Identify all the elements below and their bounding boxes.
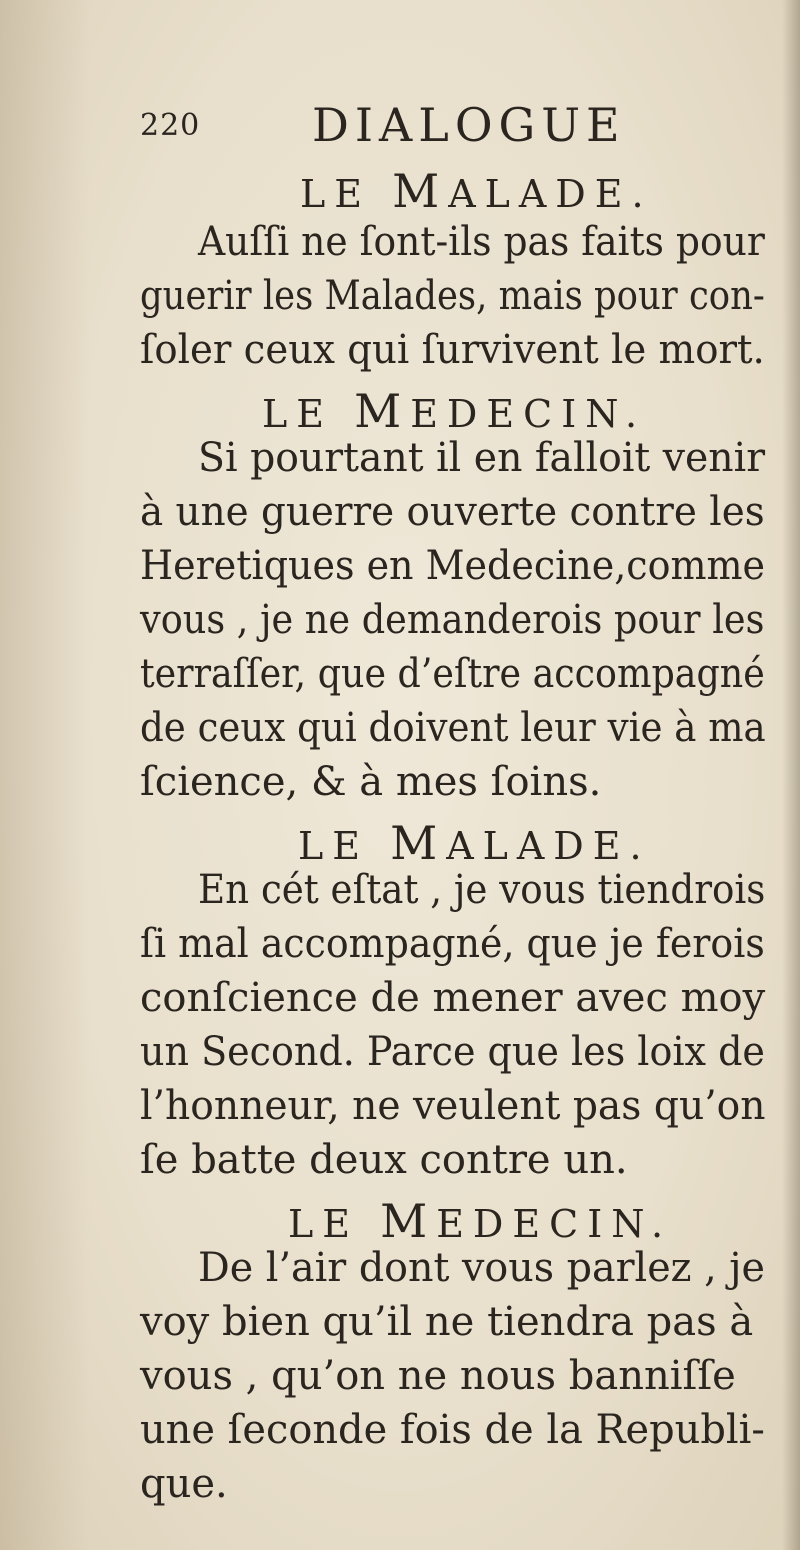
page-shadow-left [0, 0, 90, 1550]
text-line: En cét eſtat , je vous tiendrois [198, 867, 766, 913]
text-line: terraſſer, que d’eſtre accompagné [140, 651, 765, 697]
text-line: guerir les Malades, mais pour con- [140, 273, 765, 319]
speaker-heading: LE MEDECIN. [288, 1194, 673, 1248]
speaker-heading: LE MEDECIN. [262, 384, 647, 438]
text-line: voy bien qu’il ne tiendra pas à [140, 1299, 754, 1345]
text-line: ſe batte deux contre un. [140, 1137, 628, 1183]
text-line: ſcience, & à mes ſoins. [140, 759, 602, 805]
text-line: ſi mal accompagné, que je ferois [140, 921, 765, 967]
speaker-heading: LE MALADE. [298, 816, 651, 870]
running-header [140, 98, 660, 158]
text-line: Heretiques en Medecine,comme [140, 543, 766, 589]
text-line: à une guerre ouverte contre les [140, 489, 765, 535]
text-line: vous , je ne demanderois pour les [140, 597, 765, 643]
text-line: que. [140, 1461, 228, 1507]
running-title: DIALOGUE [312, 98, 626, 152]
text-line: vous , qu’on ne nous banniſſe [140, 1353, 736, 1399]
text-line: l’honneur, ne veulent pas qu’on [140, 1083, 766, 1129]
text-line: un Second. Parce que les loix de [140, 1029, 765, 1075]
text-line: Auſſi ne ſont-ils pas faits pour [198, 219, 765, 265]
page-number: 220 [140, 108, 201, 143]
text-line: conſcience de mener avec moy [140, 975, 766, 1021]
text-line: de ceux qui doivent leur vie à ma [140, 705, 766, 751]
text-line: Si pourtant il en falloit venir [198, 435, 766, 481]
text-line: ſoler ceux qui ſurvivent le mort. [140, 327, 765, 373]
speaker-heading: LE MALADE. [300, 164, 653, 218]
text-line: une ſeconde fois de la Republi- [140, 1407, 765, 1453]
page-shadow-right [782, 0, 800, 1550]
text-line: De l’air dont vous parlez , je [198, 1245, 765, 1291]
